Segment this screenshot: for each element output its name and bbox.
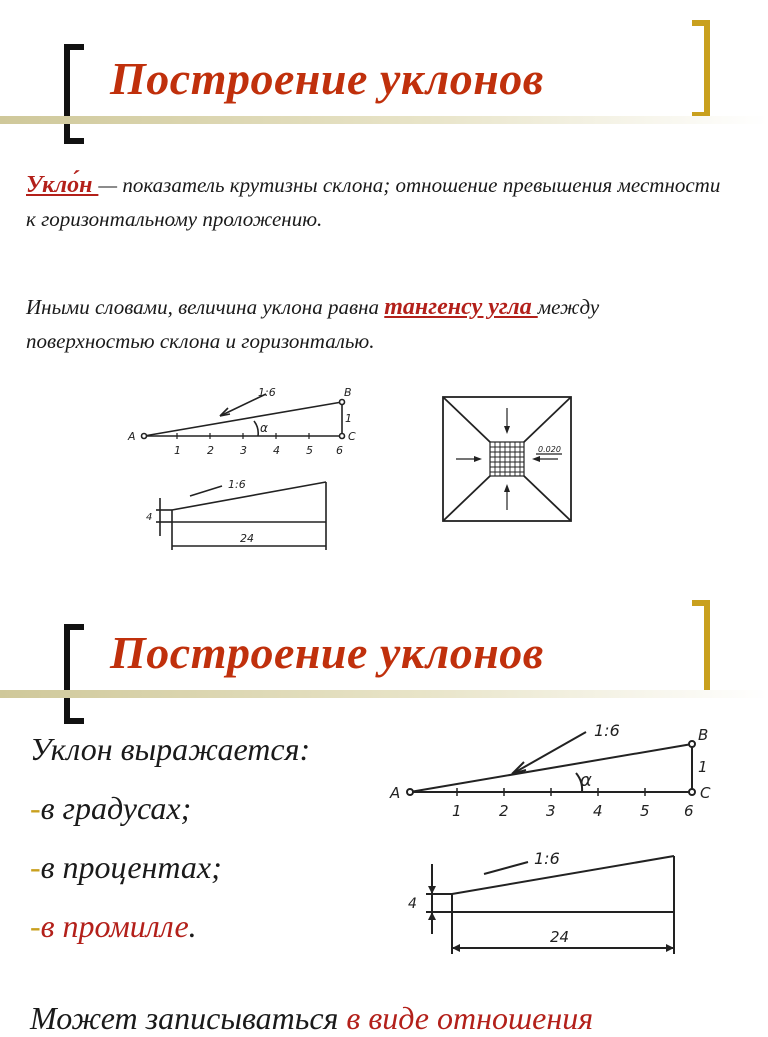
- fig1-alpha-label: α: [260, 421, 268, 435]
- slide-2: [0, 580, 768, 1036]
- other-words-after: между поверхностью склона и горизонталью.: [26, 295, 600, 353]
- fig2-length-label: 24: [550, 928, 570, 946]
- tangent-term: тангенсу угла: [384, 294, 538, 320]
- list-item-text: в градусах;: [40, 790, 192, 826]
- title-bracket-right: [692, 20, 710, 118]
- fig2-alpha-label: α: [580, 770, 592, 791]
- cutoff-red: в виде отношения: [346, 1000, 594, 1036]
- fig1-tick-4: 4: [273, 444, 280, 457]
- fig1-tick-6: 6: [336, 444, 343, 457]
- list-item-text: в промилле: [40, 908, 189, 944]
- fig1-point-a: A: [128, 430, 136, 443]
- fig1-length-label: 24: [240, 532, 254, 545]
- fig1-tick-2: 2: [207, 444, 214, 457]
- fig2-point-a: A: [390, 784, 401, 802]
- list-item-suffix: .: [188, 908, 197, 944]
- roof-plan-diagram: [440, 394, 576, 526]
- definition-text: показатель крутизны склона; отношение превышения местности к горизонтальному проложению.: [26, 173, 721, 231]
- fig2-tick-5: 5: [640, 802, 650, 820]
- slope-diagram-large: [386, 718, 722, 1008]
- slide-2-title: Построение уклонов: [110, 627, 544, 678]
- title-underline-bar: [0, 690, 768, 698]
- fig2-ratio-label: 1:6: [594, 721, 620, 740]
- fig2-tick-4: 4: [593, 802, 603, 820]
- fig2-ratio2-label: 1:6: [534, 849, 560, 868]
- fig2-point-c: C: [700, 784, 711, 802]
- list-item-text: в процентах;: [40, 849, 222, 885]
- fig2-height-label: 4: [408, 896, 417, 912]
- title-bracket-right: [692, 600, 710, 698]
- fig1-rise-label: 1: [345, 412, 352, 425]
- slope-diagram: [120, 380, 370, 560]
- other-words-before: Иными словами, величина уклона равна: [26, 295, 385, 319]
- fig1-tick-3: 3: [240, 444, 247, 457]
- title-underline-bar: [0, 116, 768, 124]
- other-words-paragraph: [26, 290, 726, 358]
- title-bracket-left: [64, 624, 84, 724]
- fig2-tick-1: 1: [452, 802, 462, 820]
- definition-term: Укло́н: [26, 172, 99, 198]
- fig2-rise-label: 1: [698, 758, 708, 776]
- fig1-point-c: C: [348, 430, 356, 443]
- fig1-ratio-label: 1:6: [258, 386, 276, 399]
- list-item: -в градусах;: [30, 790, 192, 826]
- list-item: -в процентах;: [30, 849, 222, 885]
- fig1-ratio2-label: 1:6: [228, 478, 246, 491]
- fig2-tick-6: 6: [684, 802, 694, 820]
- definition-paragraph: [26, 168, 726, 236]
- fig2-tick-2: 2: [499, 802, 509, 820]
- fig1-tick-1: 1: [174, 444, 181, 457]
- fig1-height-label: 4: [146, 512, 153, 523]
- cutoff-before: Может записываться: [30, 1000, 347, 1036]
- slide-1-title: Построение уклонов: [110, 53, 544, 104]
- fig2-tick-3: 3: [546, 802, 556, 820]
- list-intro: Уклон выражается:: [30, 731, 311, 767]
- fig1-point-b: B: [344, 386, 352, 399]
- definition-dash: —: [98, 173, 118, 197]
- slope-units-list: [30, 720, 310, 956]
- title-bracket-left: [64, 44, 84, 144]
- fig2-point-b: B: [698, 726, 709, 744]
- fig1-tick-5: 5: [306, 444, 313, 457]
- list-item: -в промилле.: [30, 908, 197, 944]
- plan-value-label: 0.020: [538, 445, 561, 454]
